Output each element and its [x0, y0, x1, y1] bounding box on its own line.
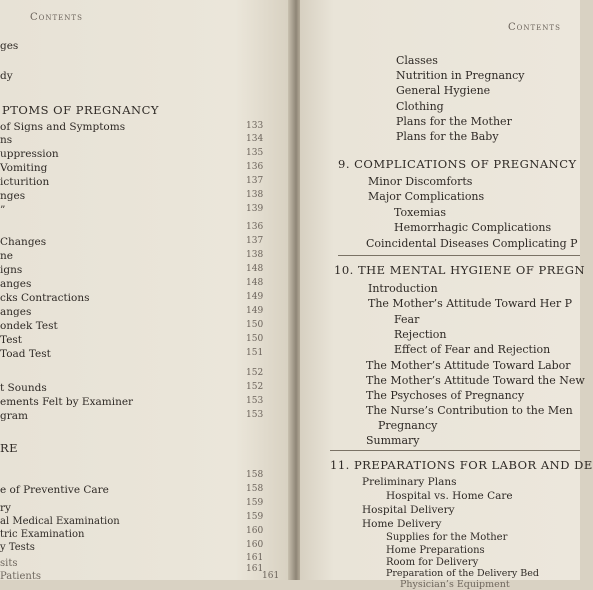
- right-entry: Hospital Delivery: [362, 504, 455, 516]
- left-page-number: 148: [246, 278, 264, 288]
- left-page-number: 138: [246, 190, 264, 200]
- left-entry: gram: [0, 410, 28, 422]
- right-entry: Introduction: [368, 282, 438, 295]
- left-entry: cks Contractions: [0, 292, 90, 304]
- left-page-number: 148: [246, 264, 264, 274]
- right-entry: The Mother’s Attitude Toward Her P: [368, 297, 573, 310]
- right-entry: The Mother’s Attitude Toward Labor: [366, 359, 571, 372]
- left-entry: Toad Test: [0, 348, 51, 360]
- left-page: [0, 0, 294, 580]
- left-entry: al Medical Examination: [0, 516, 120, 527]
- right-entry: Nutrition in Pregnancy: [396, 69, 525, 82]
- right-entry: Physician’s Equipment: [400, 579, 510, 590]
- section-divider: [338, 255, 580, 256]
- right-page: [300, 0, 593, 590]
- right-entry: Supplies for the Mother: [386, 532, 508, 543]
- left-entry: igns: [0, 264, 23, 276]
- right-entry: Classes: [396, 54, 438, 67]
- left-entry: Vomiting: [0, 162, 48, 174]
- left-page-number: 150: [246, 334, 264, 344]
- right-entry: Pregnancy: [378, 419, 438, 432]
- left-entry: ns: [0, 134, 13, 146]
- right-entry: Hemorrhagic Complications: [394, 221, 552, 234]
- right-entry: Toxemias: [394, 206, 446, 219]
- left-entry: uppression: [0, 148, 59, 160]
- left-page-number: 135: [246, 148, 264, 158]
- right-entry: Preliminary Plans: [362, 476, 457, 488]
- left-page-number: 149: [246, 306, 264, 316]
- left-entry: ”: [0, 204, 6, 216]
- left-page-number: 137: [246, 176, 264, 186]
- left-page-number: 151: [246, 348, 264, 358]
- right-chapter-heading: 10. THE MENTAL HYGIENE OF PREGN: [334, 263, 586, 277]
- left-page-number: 136: [246, 222, 264, 232]
- left-entry: ges: [0, 40, 19, 52]
- right-entry: The Nurse’s Contribution to the Men: [366, 404, 573, 417]
- left-entry: nges: [0, 190, 26, 202]
- left-page-number: 150: [246, 320, 264, 330]
- left-page-number: 160: [246, 540, 264, 550]
- left-page-number: 137: [246, 236, 264, 246]
- right-entry: Home Preparations: [386, 545, 485, 556]
- right-entry: Clothing: [396, 100, 444, 113]
- left-page-number: 136: [246, 162, 264, 172]
- right-entry: Room for Delivery: [386, 557, 479, 568]
- left-page-number: 152: [246, 382, 264, 392]
- right-entry: Plans for the Baby: [396, 130, 499, 143]
- right-entry: The Psychoses of Pregnancy: [366, 389, 525, 402]
- left-entry: e of Preventive Care: [0, 484, 109, 496]
- left-entry: ements Felt by Examiner: [0, 396, 134, 408]
- left-chapter-heading: RE: [0, 441, 19, 455]
- left-page-number: 161: [246, 553, 264, 563]
- left-page-number: 149: [246, 292, 264, 302]
- left-entry: Test: [0, 334, 23, 346]
- left-page-number: 133: [246, 121, 264, 131]
- right-page-header: Contents: [508, 22, 561, 33]
- section-divider: [330, 450, 580, 451]
- left-page-header: Contents: [30, 12, 83, 23]
- left-entry: icturition: [0, 176, 50, 188]
- right-entry: Plans for the Mother: [396, 115, 512, 128]
- left-page-number: 158: [246, 470, 264, 480]
- left-page-number: 152: [246, 368, 264, 378]
- left-page-number: 160: [246, 526, 264, 536]
- right-entry: General Hygiene: [396, 84, 491, 97]
- left-entry: of Signs and Symptoms: [0, 121, 126, 133]
- left-page-number: 153: [246, 396, 264, 406]
- left-page-number: 138: [246, 250, 264, 260]
- left-entry: ondek Test: [0, 320, 58, 332]
- left-page-number: 159: [246, 512, 264, 522]
- left-page-number: 134: [246, 134, 264, 144]
- right-entry: Minor Discomforts: [368, 175, 473, 188]
- right-entry: Effect of Fear and Rejection: [394, 343, 551, 356]
- left-entry: anges: [0, 278, 32, 290]
- left-entry: anges: [0, 306, 32, 318]
- right-entry: The Mother’s Attitude Toward the New: [366, 374, 585, 387]
- left-page-number: 161: [262, 571, 280, 581]
- right-entry: Major Complications: [368, 190, 485, 203]
- left-page-number: 159: [246, 498, 264, 508]
- right-chapter-heading: 11. PREPARATIONS FOR LABOR AND DE: [330, 458, 593, 472]
- left-page-number: 161: [246, 564, 264, 574]
- left-entry: y Tests: [0, 542, 35, 553]
- left-page-number: 158: [246, 484, 264, 494]
- right-chapter-heading: 9. COMPLICATIONS OF PREGNANCY: [338, 157, 577, 171]
- right-entry: Summary: [366, 434, 420, 447]
- left-page-number: 153: [246, 410, 264, 420]
- left-entry: tric Examination: [0, 529, 85, 540]
- left-chapter-heading: PTOMS OF PREGNANCY: [2, 103, 160, 117]
- right-entry: Hospital vs. Home Care: [386, 490, 513, 502]
- left-page-number: 139: [246, 204, 264, 214]
- left-entry: dy: [0, 70, 13, 82]
- left-entry: Changes: [0, 236, 47, 248]
- right-entry: Preparation of the Delivery Bed: [386, 568, 539, 579]
- left-entry: Patients: [0, 571, 41, 582]
- right-entry: Fear: [394, 313, 420, 326]
- left-entry: ry: [0, 502, 11, 514]
- right-entry: Home Delivery: [362, 518, 442, 530]
- left-entry: t Sounds: [0, 382, 47, 394]
- right-entry: Rejection: [394, 328, 447, 341]
- left-entry: ne: [0, 250, 13, 262]
- right-entry: Coincidental Diseases Complicating P: [366, 237, 578, 250]
- left-entry: sits: [0, 558, 18, 569]
